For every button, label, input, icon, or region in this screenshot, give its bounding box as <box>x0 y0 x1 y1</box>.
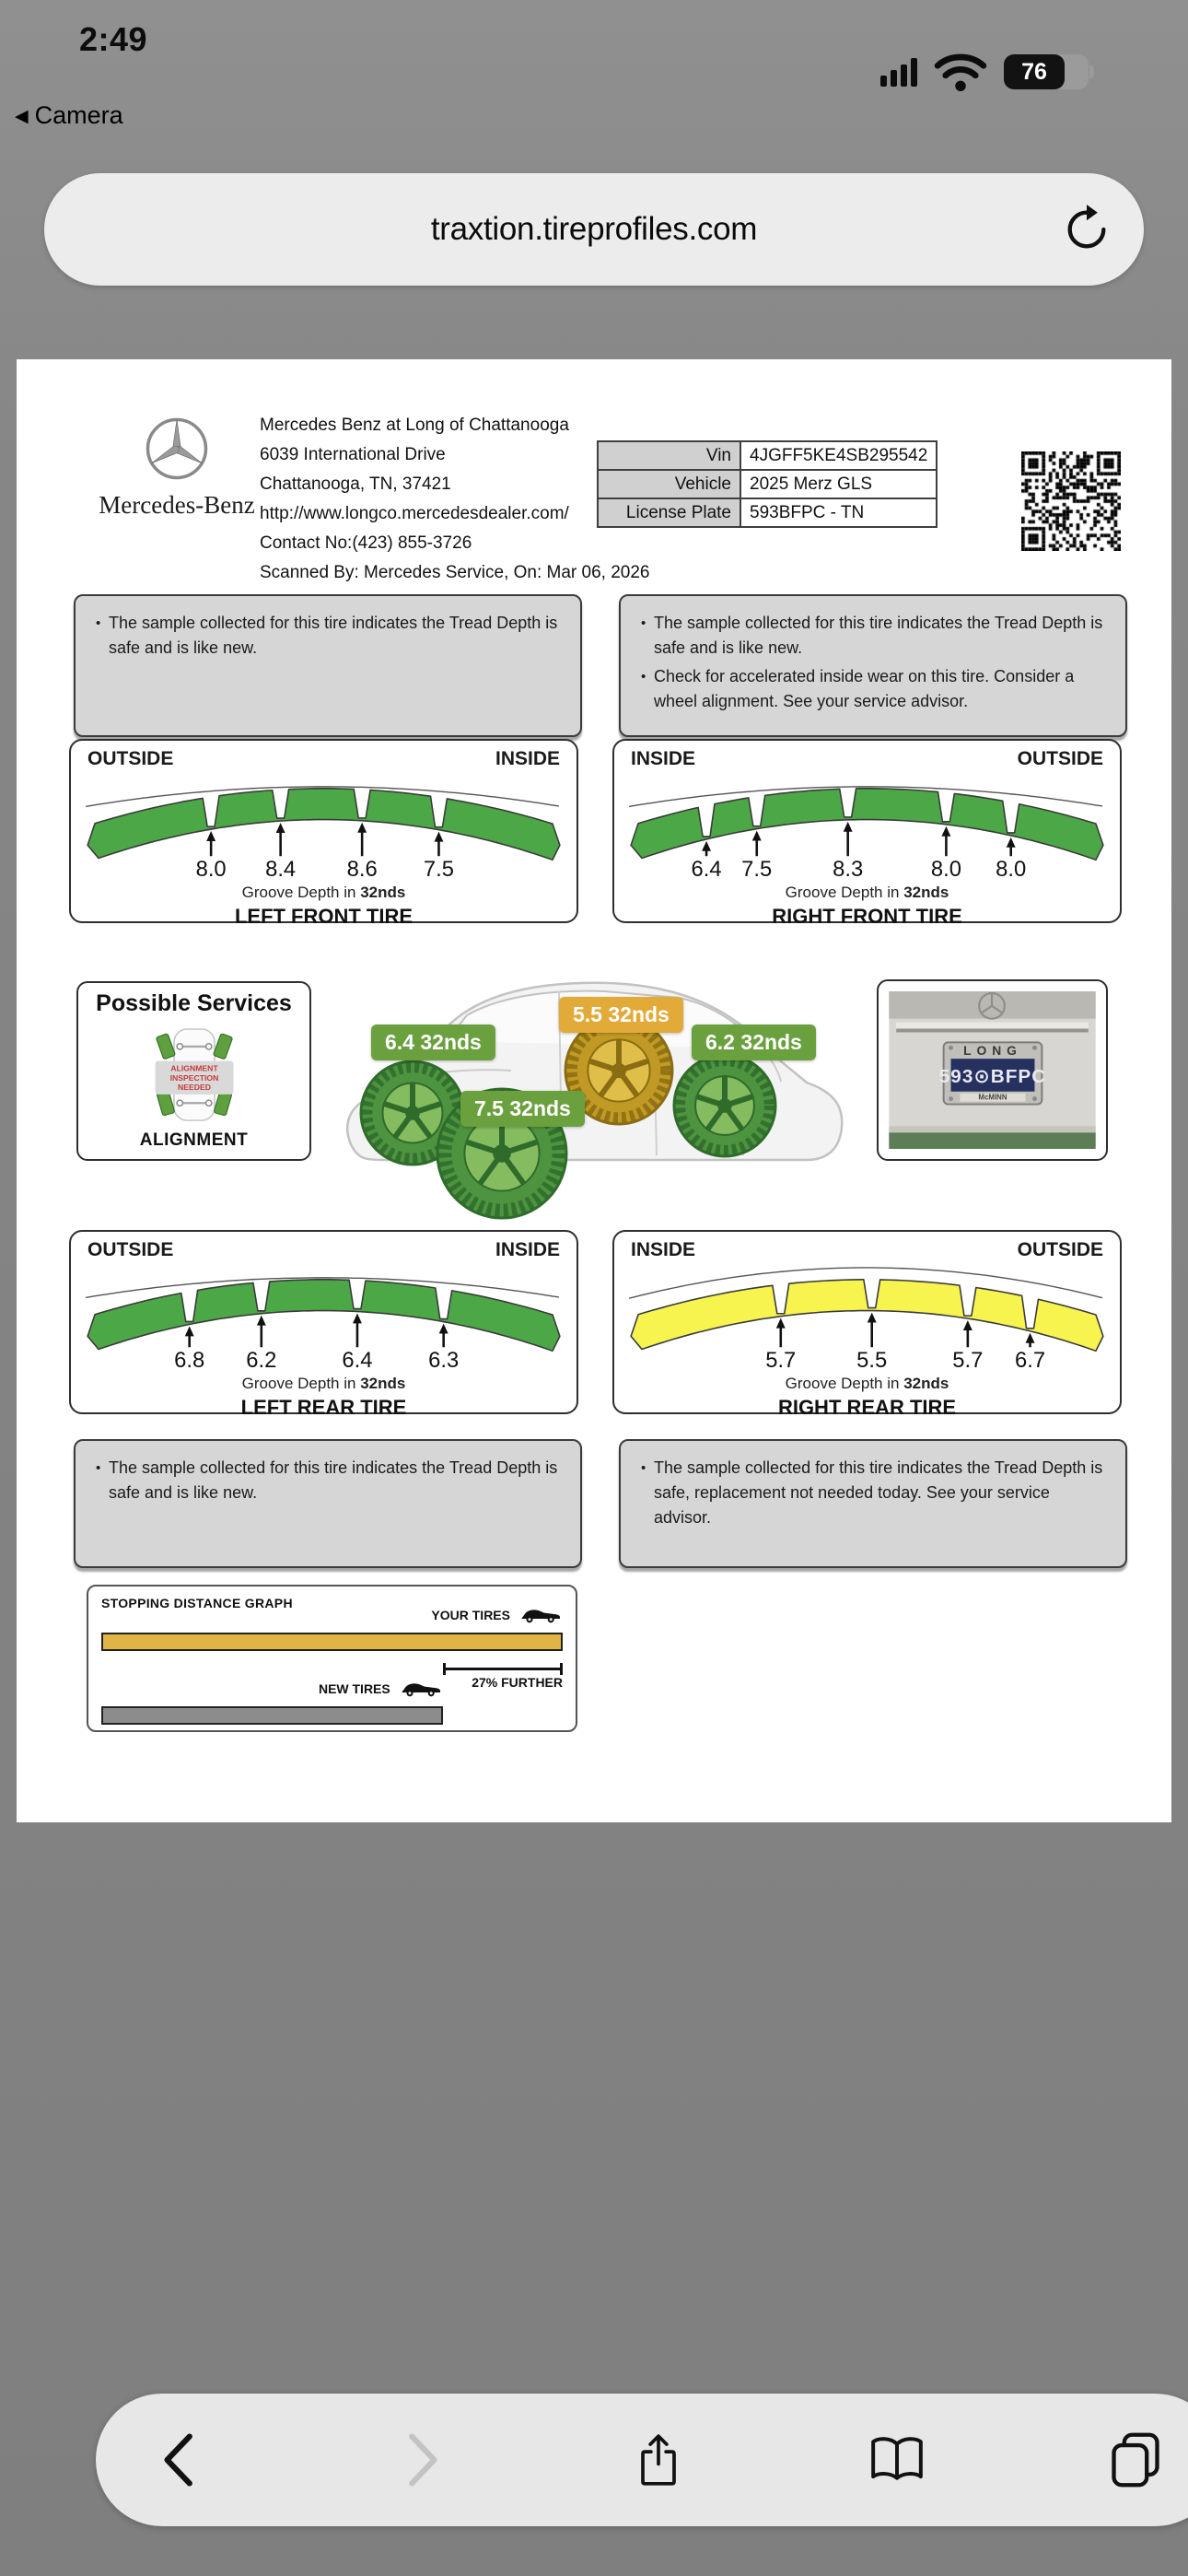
groove-caption: Groove Depth in <box>785 1375 904 1392</box>
plate-value: 593BFPC - TN <box>740 498 937 527</box>
note-right-front: • The sample collected for this tire indicates the Tread Depth is safe and is like new. • Check for accelerated inside wear on this tire. Consider a wheel alignment. See your service advisor. <box>619 594 1127 737</box>
note-left-front: • The sample collected for this tire indicates the Tread Depth is safe and is like new. <box>74 594 582 737</box>
tire-title-right-rear: RIGHT REAR TIRE <box>777 1396 957 1419</box>
svg-text:5.7: 5.7 <box>952 1348 984 1374</box>
your-tires-bar <box>101 1633 563 1651</box>
status-time: 2:49 <box>79 20 148 58</box>
side-label-inside: INSIDE <box>631 748 696 769</box>
left-front-tire-panel <box>69 739 578 928</box>
brand-wordmark: Mercedes-Benz <box>99 491 255 519</box>
cellular-signal-icon <box>880 57 917 87</box>
plate-frame-top-text: LONG <box>963 1043 1022 1059</box>
further-bracket <box>443 1668 563 1670</box>
svg-text:8.3: 8.3 <box>833 857 864 883</box>
warning-line: INSPECTION <box>169 1072 218 1083</box>
possible-services-title: Possible Services <box>96 990 292 1016</box>
svg-text:8.6: 8.6 <box>346 857 378 883</box>
vehicle-diagram <box>327 932 861 1225</box>
battery-percent: 76 <box>1021 58 1047 85</box>
back-app-label: Camera <box>34 101 123 129</box>
side-label-inside: INSIDE <box>631 1239 696 1260</box>
tread-chart-left-rear <box>84 1263 564 1375</box>
tire-title-left-front: LEFT FRONT TIRE <box>234 905 413 928</box>
mercedes-star-icon <box>145 416 209 481</box>
svg-text:6.2: 6.2 <box>246 1348 277 1374</box>
svg-text:8.4: 8.4 <box>265 857 297 883</box>
alignment-diagram <box>102 1019 286 1128</box>
warning-line: ALIGNMENT <box>169 1063 218 1073</box>
groove-unit: 32nds <box>903 1375 949 1392</box>
side-label-outside: OUTSIDE <box>1017 1239 1103 1260</box>
service-name: ALIGNMENT <box>139 1130 249 1150</box>
svg-text:6.7: 6.7 <box>1014 1348 1046 1374</box>
vehicle-value: 2025 Merz GLS <box>740 470 937 498</box>
further-label: 27% FURTHER <box>472 1675 563 1690</box>
svg-text:8.0: 8.0 <box>996 857 1027 883</box>
wifi-icon <box>934 52 987 92</box>
groove-unit: 32nds <box>903 884 949 901</box>
left-rear-tire-panel <box>69 1230 578 1419</box>
groove-caption: Groove Depth in <box>241 1375 361 1392</box>
possible-services-panel <box>76 981 311 1161</box>
license-plate-photo <box>877 979 1108 1161</box>
back-button[interactable] <box>149 2428 214 2492</box>
side-label-outside: OUTSIDE <box>87 1239 174 1260</box>
svg-text:6.4: 6.4 <box>691 857 722 883</box>
tread-badge-rear-yellow: 5.5 32nds <box>559 997 683 1033</box>
svg-text:8.0: 8.0 <box>930 857 961 883</box>
car-icon <box>399 1680 443 1697</box>
note-right-rear: • The sample collected for this tire indicates the Tread Depth is safe, replacement not needed today. See your service advisor. <box>619 1439 1127 1568</box>
tread-badge-right-rear: 6.2 32nds <box>692 1025 816 1060</box>
groove-caption: Groove Depth in <box>241 884 361 901</box>
svg-text:7.5: 7.5 <box>741 857 773 883</box>
right-rear-tire-panel <box>612 1230 1122 1419</box>
side-label-inside: INSIDE <box>495 748 560 769</box>
tread-chart-left-front <box>84 772 564 884</box>
battery-icon <box>1004 54 1100 89</box>
share-button[interactable] <box>626 2428 691 2492</box>
svg-text:7.5: 7.5 <box>423 857 455 883</box>
dealer-info: Mercedes Benz at Long of Chattanooga 6039 International Drive Chattanooga, TN, 37421 http://www.longco.mercedesdealer.com/ Contact No:(423) 855-3726 Scanned By: Mercedes Service, On: Mar 06, 2026 <box>260 416 650 582</box>
reload-icon[interactable] <box>1061 204 1112 255</box>
vehicle-label: Vehicle <box>598 470 740 498</box>
mercedes-logo <box>94 416 260 520</box>
svg-text:6.3: 6.3 <box>428 1348 460 1374</box>
address-bar[interactable] <box>44 173 1144 286</box>
bookmarks-button[interactable] <box>865 2428 929 2492</box>
tread-badge-front: 7.5 32nds <box>460 1091 585 1127</box>
tire-title-left-rear: LEFT REAR TIRE <box>240 1396 407 1419</box>
back-triangle-icon: ◀ <box>15 107 29 126</box>
new-tires-row <box>101 1680 443 1697</box>
side-label-inside: INSIDE <box>495 1239 560 1260</box>
new-tires-label: NEW TIRES <box>318 1681 390 1696</box>
svg-text:8.0: 8.0 <box>195 857 227 883</box>
right-front-tire-panel <box>612 739 1122 928</box>
side-label-outside: OUTSIDE <box>87 748 174 769</box>
svg-text:5.5: 5.5 <box>856 1348 888 1374</box>
tread-badge-left-front: 6.4 32nds <box>371 1025 495 1060</box>
status-icons <box>880 52 1100 92</box>
side-label-outside: OUTSIDE <box>1017 748 1103 769</box>
back-to-camera-link[interactable] <box>15 101 123 130</box>
plate-label: License Plate <box>598 498 740 527</box>
vehicle-table <box>597 440 938 528</box>
tire-title-right-front: RIGHT FRONT TIRE <box>772 905 962 928</box>
stopping-graph-title: STOPPING DISTANCE GRAPH <box>101 1596 293 1610</box>
tire-report-page <box>17 359 1171 1822</box>
vin-value: 4JGFF5KE4SB295542 <box>740 441 937 470</box>
tabs-button[interactable] <box>1103 2428 1168 2492</box>
groove-unit: 32nds <box>360 1375 406 1392</box>
tread-chart-right-rear <box>627 1263 1107 1375</box>
plate-frame-bottom-text: McMINN <box>978 1093 1007 1102</box>
forward-button[interactable] <box>388 2428 452 2492</box>
safari-toolbar <box>96 2394 1188 2526</box>
warning-line: NEEDED <box>177 1083 211 1093</box>
groove-caption: Groove Depth in <box>785 884 904 901</box>
plate-number-text: 593⊙BFPC <box>938 1065 1047 1087</box>
svg-text:6.4: 6.4 <box>342 1348 373 1374</box>
svg-text:5.7: 5.7 <box>765 1348 797 1374</box>
new-tires-bar <box>101 1706 443 1725</box>
groove-unit: 32nds <box>360 884 406 901</box>
tread-chart-right-front <box>627 772 1107 884</box>
stopping-distance-graph <box>87 1585 577 1732</box>
your-tires-label: YOUR TIRES <box>431 1608 510 1622</box>
car-icon <box>518 1607 563 1623</box>
svg-text:6.8: 6.8 <box>174 1348 205 1374</box>
vin-label: Vin <box>598 441 740 470</box>
suv-wireframe <box>327 932 861 1225</box>
url-text[interactable]: traxtion.tireprofiles.com <box>430 211 758 247</box>
note-left-rear: • The sample collected for this tire indicates the Tread Depth is safe and is like new. <box>74 1439 582 1568</box>
qr-code <box>1021 451 1121 551</box>
